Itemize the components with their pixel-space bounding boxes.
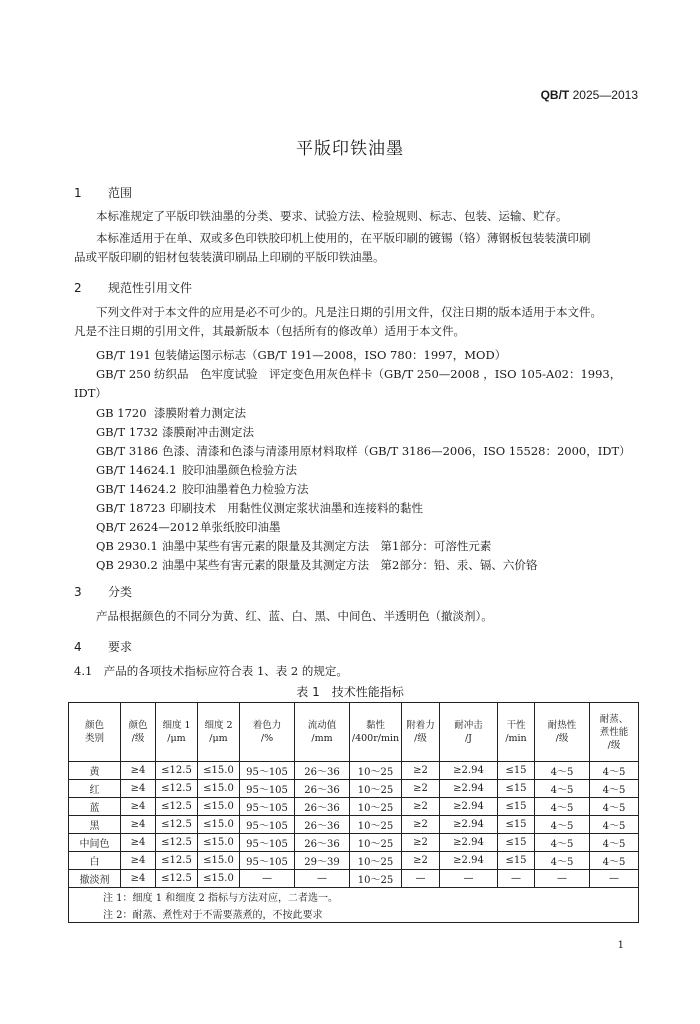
- header-cell: [590, 703, 639, 762]
- table-cell: 4～5: [590, 852, 639, 870]
- reference-text: 漆膜耐冲击测定法: [162, 425, 254, 439]
- reference-text: 胶印油墨颜色检验方法: [182, 463, 297, 477]
- header-line: 黏性: [365, 720, 385, 731]
- table-cell: ≤12.5: [156, 870, 198, 888]
- table-cell: ≥2.94: [440, 798, 498, 816]
- section-heading-classification: [74, 583, 132, 600]
- reference-code: GB/T 3186: [96, 444, 159, 458]
- section-title: 要求: [108, 640, 133, 654]
- normative-paragraph-1b: 凡是不注日期的引用文件，其最新版本（包括所有的修改单）适用于本文件。: [74, 324, 465, 338]
- header-line: /400r/min: [351, 733, 400, 744]
- table-note-2: 注 2：耐蒸、煮性对于不需要蒸煮的，不按此要求: [69, 905, 639, 923]
- table-cell: ≥2: [402, 834, 440, 852]
- section-heading-normative: [74, 279, 192, 296]
- header-line: /J: [464, 733, 472, 744]
- table-cell: 4～5: [590, 834, 639, 852]
- table-cell: 4～5: [590, 780, 639, 798]
- table-cell: 10～25: [350, 852, 402, 870]
- reference-text: 漆膜附着力测定法: [154, 406, 246, 420]
- table-cell: 26～36: [295, 762, 350, 780]
- header-line: /μm: [167, 733, 186, 744]
- table-cell: ≥2: [402, 816, 440, 834]
- table-cell: ≥2: [402, 798, 440, 816]
- header-line: 细度 1: [162, 720, 191, 731]
- scope-paragraph-2a: 本标准适用于在单、双或多色印铁胶印机上使用的，在平版印刷的镀锡（铬）薄钢板包装装潢印刷: [96, 231, 591, 245]
- table-cell: ≤15: [498, 816, 535, 834]
- reference-code: QB/T 2624—2012: [96, 520, 200, 534]
- table-cell: 10～25: [350, 798, 402, 816]
- header-cell: [156, 703, 198, 762]
- table-cell: ≤15.0: [198, 852, 240, 870]
- reference-item: [96, 538, 491, 554]
- table-cell: 白: [69, 852, 121, 870]
- reference-item: [96, 519, 281, 535]
- header-cell: [240, 703, 295, 762]
- table-caption: 表 1 技术性能指标: [296, 685, 404, 699]
- table-cell: 蓝: [69, 798, 121, 816]
- table-cell: 95～105: [240, 852, 295, 870]
- header-cell: [535, 703, 590, 762]
- header-cell: [440, 703, 498, 762]
- reference-code: IDT）: [74, 386, 107, 400]
- table-cell: —: [402, 870, 440, 888]
- table-cell: —: [295, 870, 350, 888]
- normative-paragraph-1a: 下列文件对于本文件的应用是必不可少的。凡是注日期的引用文件，仅注日期的版本适用于本文件。: [96, 305, 602, 319]
- table-cell: ≤12.5: [156, 834, 198, 852]
- table-cell: ≤12.5: [156, 762, 198, 780]
- table-cell: 4～5: [590, 816, 639, 834]
- table-cell: 26～36: [295, 834, 350, 852]
- table-cell: ≤15: [498, 780, 535, 798]
- section-number: 2: [74, 281, 82, 295]
- section-number: 1: [74, 186, 82, 200]
- reference-code: GB/T 191: [96, 348, 151, 362]
- table-cell: 10～25: [350, 780, 402, 798]
- reference-item: [96, 462, 297, 478]
- reference-item: [96, 347, 506, 363]
- header-line: /级: [131, 733, 145, 744]
- reference-code: GB/T 1732: [96, 425, 159, 439]
- table-cell: ≤15: [498, 852, 535, 870]
- table-cell: 26～36: [295, 816, 350, 834]
- document-title: 平版印铁油墨: [296, 139, 404, 159]
- table-cell: ≤15.0: [198, 780, 240, 798]
- header-cell: [69, 703, 121, 762]
- table-body: [69, 762, 639, 888]
- table-cell: ≥2.94: [440, 762, 498, 780]
- section-number: 4: [74, 640, 82, 654]
- header-cell: [402, 703, 440, 762]
- header-line: /级: [555, 733, 569, 744]
- table-cell: 4～5: [535, 834, 590, 852]
- header-line: /mm: [311, 733, 333, 744]
- header-cell: [121, 703, 156, 762]
- table-cell: 4～5: [535, 816, 590, 834]
- header-line: /级: [607, 739, 621, 751]
- table-cell: ≥2.94: [440, 816, 498, 834]
- header-line: 着色力: [252, 720, 282, 731]
- table-cell: ≥4: [121, 816, 156, 834]
- table-row: [69, 816, 639, 834]
- table-row: [69, 762, 639, 780]
- table-cell: ≥2.94: [440, 834, 498, 852]
- header-line: 耐热性: [547, 720, 577, 731]
- table-cell: ≤12.5: [156, 852, 198, 870]
- reference-item: [96, 424, 254, 440]
- reference-text: 纺织品 色牢度试验 评定变色用灰色样卡（GB/T 250—2008 ，ISO 105-A02：1993，: [154, 367, 622, 381]
- header-line: /级: [414, 733, 427, 744]
- table-cell: ≥2: [402, 852, 440, 870]
- header-line: 附着力: [406, 720, 435, 731]
- table-cell: ≤15: [498, 798, 535, 816]
- table-cell: ≥4: [121, 870, 156, 888]
- table-note-row: [69, 905, 639, 923]
- header-line: /min: [505, 733, 527, 744]
- table-cell: ≥4: [121, 798, 156, 816]
- table-cell: 26～36: [295, 780, 350, 798]
- reference-code: GB/T 14624.1: [96, 463, 177, 477]
- table-cell: 4～5: [535, 798, 590, 816]
- table-cell: ≥2.94: [440, 852, 498, 870]
- table-cell: —: [440, 870, 498, 888]
- header-line: 煮性能: [599, 726, 629, 738]
- table-cell: ≥2: [402, 780, 440, 798]
- table-cell: 95～105: [240, 798, 295, 816]
- classification-paragraph: 产品根据颜色的不同分为黄、红、蓝、白、黑、中间色、半透明色（撤淡剂）。: [96, 609, 493, 623]
- table-cell: —: [535, 870, 590, 888]
- reference-code: QB 2930.2: [96, 558, 158, 572]
- table-cell: 中间色: [69, 834, 121, 852]
- table-cell: 26～36: [295, 798, 350, 816]
- table-cell: 撤淡剂: [69, 870, 121, 888]
- table-cell: 4～5: [535, 762, 590, 780]
- table-cell: 10～25: [350, 762, 402, 780]
- table-cell: 黄: [69, 762, 121, 780]
- header-line: 颜色: [128, 720, 148, 731]
- table-cell: 黑: [69, 816, 121, 834]
- reference-code: GB/T 14624.2: [96, 482, 177, 496]
- header-cell: [198, 703, 240, 762]
- header-line: 细度 2: [204, 720, 233, 731]
- table-cell: ≤15.0: [198, 834, 240, 852]
- header-cell: [498, 703, 535, 762]
- table-cell: 4～5: [590, 798, 639, 816]
- header-line: /%: [260, 733, 274, 744]
- table-cell: ≥4: [121, 834, 156, 852]
- table-row: [69, 870, 639, 888]
- section-title: 分类: [108, 585, 133, 599]
- header-line: 流动值: [307, 720, 337, 731]
- reference-text: 单张纸胶印油墨: [200, 520, 281, 534]
- header-cell: [350, 703, 402, 762]
- table-cell: 95～105: [240, 816, 295, 834]
- standard-prefix: QB/T: [540, 88, 570, 102]
- table-cell: ≥4: [121, 852, 156, 870]
- section-heading-requirements: [74, 638, 132, 655]
- table-cell: 95～105: [240, 834, 295, 852]
- table-cell: 4～5: [535, 852, 590, 870]
- section-title: 规范性引用文件: [108, 281, 193, 295]
- table-row: [69, 852, 639, 870]
- table-cell: ≥4: [121, 762, 156, 780]
- table-cell: 4～5: [535, 780, 590, 798]
- reference-text: 油墨中某些有害元素的限量及其测定方法 第1部分：可溶性元素: [162, 539, 492, 553]
- header-cell: [295, 703, 350, 762]
- standard-number: [541, 88, 638, 102]
- header-line: /μm: [209, 733, 228, 744]
- table-cell: ≤15: [498, 762, 535, 780]
- section-heading-scope: [74, 184, 132, 201]
- section-number: 3: [74, 585, 82, 599]
- requirements-paragraph: 4.1 产品的各项技术指标应符合表 1、表 2 的规定。: [74, 664, 348, 678]
- table-cell: ≤15: [498, 834, 535, 852]
- reference-code: GB 1720: [96, 406, 147, 420]
- table-cell: ≤12.5: [156, 798, 198, 816]
- header-line: 干性: [506, 720, 526, 731]
- table-cell: ≤12.5: [156, 780, 198, 798]
- reference-text: 色漆、清漆和色漆与清漆用原材料取样（GB/T 3186—2006，ISO 15528：2000，IDT）: [162, 444, 631, 458]
- table-cell: —: [240, 870, 295, 888]
- reference-item: [96, 557, 537, 573]
- table-cell: 10～25: [350, 834, 402, 852]
- reference-item: [96, 443, 631, 459]
- table-cell: 95～105: [240, 780, 295, 798]
- table-cell: ≤15.0: [198, 870, 240, 888]
- reference-item: [96, 500, 423, 516]
- standard-year: 2025—2013: [572, 88, 638, 102]
- header-line: 耐冲击: [454, 720, 483, 731]
- header-line: 类别: [84, 733, 104, 744]
- table-cell: ≤15.0: [198, 762, 240, 780]
- table-cell: 95～105: [240, 762, 295, 780]
- table-cell: 红: [69, 780, 121, 798]
- reference-text: 胶印油墨着色力检验方法: [182, 482, 309, 496]
- reference-code: GB/T 18723: [96, 501, 166, 515]
- reference-text: 包装储运图示标志（GB/T 191—2008，ISO 780：1997，MOD）: [154, 348, 507, 362]
- table-cell: ≥2.94: [440, 780, 498, 798]
- scope-paragraph-2b: 品或平版印刷的铝材包装装潢印刷品上印刷的平版印铁油墨。: [74, 250, 385, 264]
- table-cell: —: [498, 870, 535, 888]
- table-cell: 29～39: [295, 852, 350, 870]
- table-cell: ≥4: [121, 780, 156, 798]
- table-row: [69, 834, 639, 852]
- table-header-row: [69, 703, 639, 762]
- table-cell: 4～5: [590, 762, 639, 780]
- reference-text: 印刷技术 用黏性仪测定浆状油墨和连接料的黏性: [170, 501, 423, 515]
- table-cell: 10～25: [350, 816, 402, 834]
- reference-code: QB 2930.1: [96, 539, 158, 553]
- reference-item: [74, 385, 107, 401]
- reference-text: 油墨中某些有害元素的限量及其测定方法 第2部分：铅、汞、镉、六价铬: [162, 558, 538, 572]
- table-note-1: 注 1：细度 1 和细度 2 指标与方法对应，二者选一。: [69, 888, 639, 906]
- table-row: [69, 780, 639, 798]
- table-cell: 10～25: [350, 870, 402, 888]
- table-cell: ≥2: [402, 762, 440, 780]
- scope-paragraph-1: 本标准规定了平版印铁油墨的分类、要求、试验方法、检验规则、标志、包装、运输、贮存。: [96, 209, 568, 223]
- table-cell: ≤12.5: [156, 816, 198, 834]
- table-row: [69, 798, 639, 816]
- table-cell: —: [590, 870, 639, 888]
- reference-item: [96, 481, 309, 497]
- technical-specs-table: [68, 702, 639, 923]
- table-cell: ≤15.0: [198, 816, 240, 834]
- section-title: 范围: [108, 186, 133, 200]
- page-number: 1: [617, 940, 624, 951]
- reference-item: [96, 405, 246, 421]
- header-line: 耐蒸、: [599, 713, 629, 725]
- reference-item: [96, 366, 621, 382]
- table-cell: ≤15.0: [198, 798, 240, 816]
- reference-code: GB/T 250: [96, 367, 151, 381]
- header-line: 颜色: [84, 720, 104, 731]
- table-note-row: [69, 888, 639, 906]
